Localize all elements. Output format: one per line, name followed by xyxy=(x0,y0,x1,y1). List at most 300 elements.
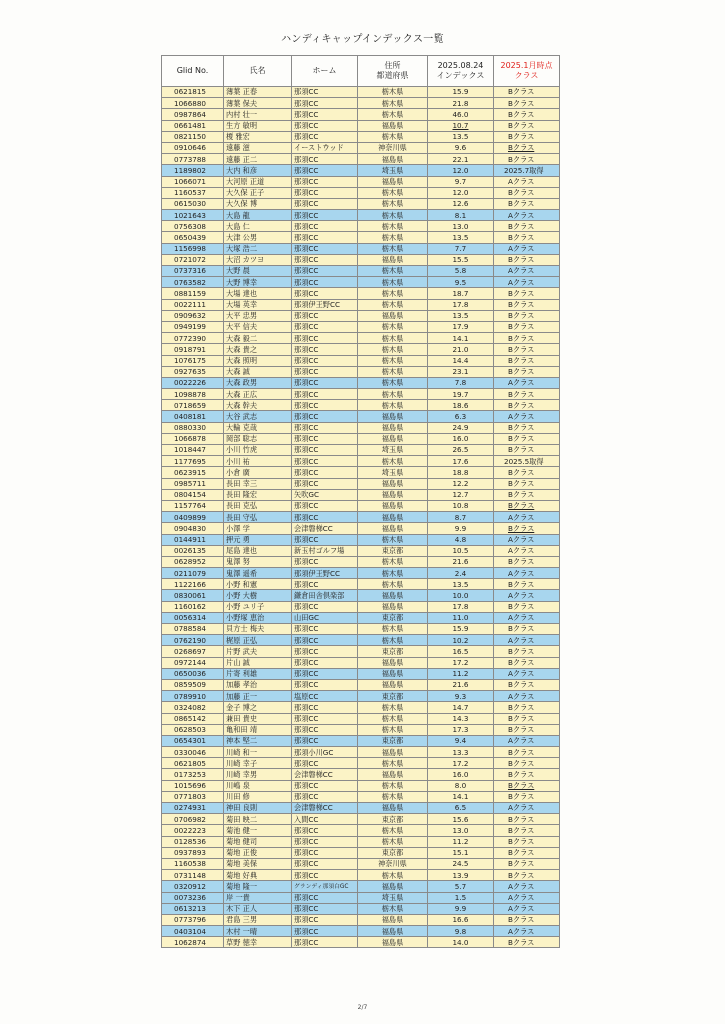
cell-home-text: 那須CC xyxy=(294,333,319,343)
cell-name xyxy=(224,635,292,646)
cell-class xyxy=(494,556,560,567)
cell-glid-no xyxy=(162,825,224,836)
cell-prefecture-text: 東京都 xyxy=(381,646,404,656)
cell-glid-no xyxy=(162,758,224,769)
cell-glid-no-text: 0613213 xyxy=(174,904,207,914)
cell-prefecture xyxy=(358,635,428,646)
cell-home xyxy=(292,266,358,277)
cell-prefecture-text: 埼玉県 xyxy=(381,445,404,455)
cell-name-text: 鬼澤 遥希 xyxy=(226,568,258,578)
cell-name xyxy=(224,187,292,198)
cell-glid-no-text: 0927635 xyxy=(174,367,207,377)
cell-glid-no xyxy=(162,590,224,601)
cell-class-text: Bクラス xyxy=(508,154,535,164)
cell-class-text: Bクラス xyxy=(508,98,535,108)
cell-prefecture xyxy=(358,903,428,914)
cell-home xyxy=(292,389,358,400)
cell-home-text: 那須CC xyxy=(294,713,319,723)
cell-class-text: Bクラス xyxy=(508,121,535,131)
cell-prefecture xyxy=(358,109,428,120)
cell-name xyxy=(224,411,292,422)
cell-prefecture xyxy=(358,333,428,344)
cell-index xyxy=(428,198,494,209)
cell-glid-no xyxy=(162,456,224,467)
cell-class xyxy=(494,679,560,690)
cell-class-text: Bクラス xyxy=(508,848,535,858)
cell-home-text: 那須CC xyxy=(294,467,319,477)
cell-glid-no-text: 0615030 xyxy=(174,199,207,209)
cell-home-text: 那須CC xyxy=(294,848,319,858)
cell-glid-no xyxy=(162,277,224,288)
cell-prefecture xyxy=(358,702,428,713)
cell-prefecture-text: 栃木県 xyxy=(381,713,404,723)
cell-home-text: 那須CC xyxy=(294,98,319,108)
cell-prefecture xyxy=(358,847,428,858)
cell-name xyxy=(224,221,292,232)
cell-index xyxy=(428,545,494,556)
cell-home xyxy=(292,221,358,232)
cell-glid-no xyxy=(162,769,224,780)
header-class xyxy=(494,56,560,87)
cell-class-text: Bクラス xyxy=(508,825,535,835)
cell-class xyxy=(494,422,560,433)
cell-glid-no-text: 0904830 xyxy=(174,523,207,533)
cell-name xyxy=(224,713,292,724)
cell-class-text: Bクラス xyxy=(508,781,535,791)
cell-index xyxy=(428,747,494,758)
cell-prefecture xyxy=(358,892,428,903)
cell-index-text: 22.1 xyxy=(452,154,469,164)
cell-home-text: 那須CC xyxy=(294,680,319,690)
cell-class-text: Aクラス xyxy=(508,244,535,254)
cell-home-text: 会津磐梯CC xyxy=(294,769,333,779)
table-row xyxy=(162,556,560,567)
cell-name xyxy=(224,657,292,668)
cell-index xyxy=(428,858,494,869)
cell-index-text: 26.5 xyxy=(452,445,469,455)
cell-name-text: 川田 修 xyxy=(226,792,250,802)
cell-home xyxy=(292,590,358,601)
cell-home-text: 那須CC xyxy=(294,602,319,612)
cell-name-text: 片山 誠 xyxy=(226,658,250,668)
cell-name xyxy=(224,377,292,388)
cell-home-text: 那須CC xyxy=(294,870,319,880)
cell-class xyxy=(494,903,560,914)
cell-name-text: 貝方士 梅夫 xyxy=(226,624,265,634)
cell-class-text: Aクラス xyxy=(508,546,535,556)
table-row xyxy=(162,601,560,612)
table-row xyxy=(162,657,560,668)
cell-home-text: 那須CC xyxy=(294,132,319,142)
cell-index-text: 13.5 xyxy=(452,579,469,589)
cell-index xyxy=(428,668,494,679)
cell-class-text: Aクラス xyxy=(508,613,535,623)
cell-class xyxy=(494,646,560,657)
cell-glid-no-text: 0654301 xyxy=(174,736,207,746)
cell-class xyxy=(494,870,560,881)
cell-home-text: 那須CC xyxy=(294,255,319,265)
cell-home-text: 那須CC xyxy=(294,669,319,679)
cell-prefecture xyxy=(358,187,428,198)
cell-index-text: 17.8 xyxy=(452,602,469,612)
table-row xyxy=(162,926,560,937)
cell-home xyxy=(292,142,358,153)
cell-home xyxy=(292,433,358,444)
cell-glid-no xyxy=(162,601,224,612)
cell-glid-no xyxy=(162,445,224,456)
cell-glid-no xyxy=(162,176,224,187)
cell-prefecture xyxy=(358,803,428,814)
cell-index-text: 7.8 xyxy=(454,378,467,388)
cell-prefecture xyxy=(358,355,428,366)
cell-class xyxy=(494,892,560,903)
cell-prefecture-text: 栃木県 xyxy=(381,266,404,276)
table-row xyxy=(162,523,560,534)
cell-glid-no-text: 1160538 xyxy=(174,859,207,869)
table-row xyxy=(162,422,560,433)
cell-prefecture xyxy=(358,198,428,209)
cell-glid-no-text: 0789910 xyxy=(174,691,207,701)
cell-class xyxy=(494,411,560,422)
cell-glid-no xyxy=(162,635,224,646)
cell-index xyxy=(428,937,494,948)
cell-index-text: 14.1 xyxy=(452,792,469,802)
cell-class xyxy=(494,389,560,400)
cell-class xyxy=(494,489,560,500)
cell-index-text: 9.7 xyxy=(454,176,467,186)
cell-index-text: 13.5 xyxy=(452,311,469,321)
cell-glid-no-text: 1062874 xyxy=(174,937,207,947)
cell-name-text: 大場 英幸 xyxy=(226,300,258,310)
cell-index xyxy=(428,131,494,142)
cell-index-text: 9.9 xyxy=(454,904,467,914)
cell-prefecture-text: 東京都 xyxy=(381,691,404,701)
cell-name-text: 大沼 カツヨ xyxy=(226,255,265,265)
cell-index xyxy=(428,735,494,746)
cell-name xyxy=(224,109,292,120)
cell-name-text: 小川 祐 xyxy=(226,456,250,466)
cell-home-text: 那須CC xyxy=(294,825,319,835)
cell-name xyxy=(224,579,292,590)
cell-home-text: 那須CC xyxy=(294,176,319,186)
cell-glid-no-text: 0949199 xyxy=(174,322,207,332)
cell-home xyxy=(292,87,358,98)
cell-home xyxy=(292,579,358,590)
cell-class xyxy=(494,478,560,489)
cell-prefecture xyxy=(358,366,428,377)
cell-glid-no-text: 0756308 xyxy=(174,221,207,231)
cell-class-text: Aクラス xyxy=(508,411,535,421)
cell-glid-no xyxy=(162,254,224,265)
table-row xyxy=(162,254,560,265)
table-row xyxy=(162,389,560,400)
cell-prefecture xyxy=(358,176,428,187)
cell-glid-no xyxy=(162,914,224,925)
cell-home-text: 那須CC xyxy=(294,378,319,388)
cell-home xyxy=(292,445,358,456)
cell-index xyxy=(428,321,494,332)
cell-glid-no-text: 0788584 xyxy=(174,624,207,634)
cell-class xyxy=(494,523,560,534)
cell-prefecture xyxy=(358,590,428,601)
cell-glid-no-text: 0881159 xyxy=(174,288,207,298)
cell-class xyxy=(494,210,560,221)
cell-prefecture-text: 東京都 xyxy=(381,736,404,746)
cell-home-text: 那須CC xyxy=(294,635,319,645)
cell-name-text: 神本 堅二 xyxy=(226,736,258,746)
cell-home xyxy=(292,198,358,209)
cell-class xyxy=(494,825,560,836)
cell-index xyxy=(428,433,494,444)
cell-index-text: 13.9 xyxy=(452,870,469,880)
table-row xyxy=(162,937,560,948)
cell-prefecture-text: 神奈川県 xyxy=(378,143,407,153)
cell-home xyxy=(292,478,358,489)
cell-class-text: Bクラス xyxy=(508,400,535,410)
cell-index-text: 21.8 xyxy=(452,98,469,108)
cell-name-text: 大島 仁 xyxy=(226,221,250,231)
cell-name xyxy=(224,903,292,914)
cell-index xyxy=(428,646,494,657)
cell-class-text: Aクラス xyxy=(508,568,535,578)
cell-home-text: 那須CC xyxy=(294,557,319,567)
cell-index xyxy=(428,478,494,489)
cell-glid-no xyxy=(162,937,224,948)
cell-index-text: 8.0 xyxy=(454,781,467,791)
cell-home-text: 那須伊王野CC xyxy=(294,568,340,578)
cell-glid-no-text: 0706982 xyxy=(174,814,207,824)
cell-index-text: 21.6 xyxy=(452,680,469,690)
cell-name xyxy=(224,433,292,444)
cell-class xyxy=(494,221,560,232)
cell-glid-no xyxy=(162,926,224,937)
cell-prefecture-text: 栃木県 xyxy=(381,870,404,880)
cell-glid-no xyxy=(162,847,224,858)
cell-prefecture-text: 栃木県 xyxy=(381,244,404,254)
cell-prefecture xyxy=(358,467,428,478)
cell-prefecture xyxy=(358,747,428,758)
cell-index-text: 24.9 xyxy=(452,423,469,433)
cell-index-text: 15.6 xyxy=(452,814,469,824)
cell-glid-no-text: 0773788 xyxy=(174,154,207,164)
cell-prefecture xyxy=(358,579,428,590)
header-prefecture-line1: 住所 xyxy=(384,61,401,70)
cell-home xyxy=(292,523,358,534)
cell-index-text: 12.6 xyxy=(452,199,469,209)
cell-index xyxy=(428,523,494,534)
cell-name-text: 大塚 浩二 xyxy=(226,244,258,254)
cell-home xyxy=(292,881,358,892)
cell-glid-no xyxy=(162,131,224,142)
page-number: 2/7 xyxy=(357,1004,368,1011)
cell-index xyxy=(428,691,494,702)
cell-prefecture-text: 栃木県 xyxy=(381,904,404,914)
cell-glid-no-text: 0918791 xyxy=(174,344,207,354)
cell-index xyxy=(428,299,494,310)
cell-index-text: 5.7 xyxy=(454,881,467,891)
cell-class xyxy=(494,467,560,478)
table-body xyxy=(162,87,560,948)
cell-prefecture-text: 栃木県 xyxy=(381,781,404,791)
table-row xyxy=(162,780,560,791)
cell-name-text: 神田 良則 xyxy=(226,803,258,813)
cell-class xyxy=(494,321,560,332)
cell-index-text: 16.5 xyxy=(452,646,469,656)
cell-glid-no-text: 0650036 xyxy=(174,669,207,679)
cell-index xyxy=(428,926,494,937)
cell-glid-no xyxy=(162,780,224,791)
cell-glid-no xyxy=(162,321,224,332)
cell-prefecture xyxy=(358,612,428,623)
cell-glid-no-text: 1177695 xyxy=(174,456,207,466)
table-row xyxy=(162,568,560,579)
cell-class-text: Aクラス xyxy=(508,926,535,936)
cell-index xyxy=(428,892,494,903)
cell-glid-no-text: 0865142 xyxy=(174,713,207,723)
cell-glid-no xyxy=(162,288,224,299)
cell-name-text: 大森 誠 xyxy=(226,367,250,377)
cell-name-text: 大野 博幸 xyxy=(226,277,258,287)
cell-class xyxy=(494,445,560,456)
cell-name-text: 大津 公男 xyxy=(226,232,258,242)
cell-glid-no-text: 0763582 xyxy=(174,277,207,287)
cell-glid-no-text: 0830061 xyxy=(174,590,207,600)
cell-home-text: 新玉村ゴルフ場 xyxy=(294,546,345,556)
cell-name-text: 片寄 利雄 xyxy=(226,669,258,679)
cell-prefecture xyxy=(358,243,428,254)
cell-name-text: 大河原 正道 xyxy=(226,176,265,186)
cell-index-text: 9.4 xyxy=(454,736,467,746)
cell-name-text: 梶原 正弘 xyxy=(226,635,258,645)
cell-home-text: 会津磐梯CC xyxy=(294,523,333,533)
table-row xyxy=(162,612,560,623)
cell-name xyxy=(224,333,292,344)
cell-index xyxy=(428,612,494,623)
table-row xyxy=(162,131,560,142)
cell-prefecture xyxy=(358,445,428,456)
cell-prefecture xyxy=(358,142,428,153)
cell-index xyxy=(428,333,494,344)
cell-class xyxy=(494,937,560,948)
cell-class-text: Bクラス xyxy=(508,792,535,802)
cell-name xyxy=(224,288,292,299)
cell-glid-no xyxy=(162,433,224,444)
cell-glid-no-text: 0173253 xyxy=(174,769,207,779)
cell-glid-no xyxy=(162,646,224,657)
cell-name-text: 木下 正人 xyxy=(226,904,258,914)
cell-home xyxy=(292,780,358,791)
cell-class-text: Bクラス xyxy=(508,870,535,880)
table-row xyxy=(162,590,560,601)
cell-index xyxy=(428,568,494,579)
cell-index-text: 46.0 xyxy=(452,109,469,119)
cell-index xyxy=(428,165,494,176)
cell-prefecture xyxy=(358,825,428,836)
cell-prefecture-text: 福島県 xyxy=(381,669,404,679)
cell-index xyxy=(428,120,494,131)
cell-home xyxy=(292,847,358,858)
cell-glid-no xyxy=(162,142,224,153)
cell-index xyxy=(428,344,494,355)
cell-prefecture-text: 福島県 xyxy=(381,121,404,131)
cell-glid-no xyxy=(162,803,224,814)
cell-class xyxy=(494,433,560,444)
cell-prefecture-text: 栃木県 xyxy=(381,792,404,802)
cell-prefecture xyxy=(358,131,428,142)
cell-name xyxy=(224,836,292,847)
cell-name xyxy=(224,277,292,288)
cell-name xyxy=(224,601,292,612)
header-index-line1: 2025.08.24 xyxy=(437,61,484,70)
cell-home-text: 那須CC xyxy=(294,367,319,377)
cell-name-text: 鬼澤 努 xyxy=(226,557,250,567)
cell-prefecture-text: 栃木県 xyxy=(381,109,404,119)
cell-name xyxy=(224,791,292,802)
cell-class-text: Bクラス xyxy=(508,658,535,668)
cell-home xyxy=(292,210,358,221)
cell-name xyxy=(224,310,292,321)
cell-class-text: Bクラス xyxy=(508,501,535,511)
cell-prefecture xyxy=(358,377,428,388)
cell-name-text: 川崎 幸子 xyxy=(226,758,258,768)
cell-class-text: Aクラス xyxy=(508,590,535,600)
cell-index-text: 13.5 xyxy=(452,132,469,142)
cell-glid-no-text: 1122166 xyxy=(174,579,207,589)
cell-home-text: 那須CC xyxy=(294,311,319,321)
cell-name-text: 長田 隆宏 xyxy=(226,490,258,500)
cell-prefecture-text: 栃木県 xyxy=(381,277,404,287)
cell-prefecture-text: 福島県 xyxy=(381,590,404,600)
cell-glid-no xyxy=(162,344,224,355)
cell-prefecture-text: 福島県 xyxy=(381,154,404,164)
cell-class-text: Bクラス xyxy=(508,859,535,869)
cell-home-text: 那須CC xyxy=(294,109,319,119)
table-row xyxy=(162,825,560,836)
cell-prefecture xyxy=(358,523,428,534)
cell-home xyxy=(292,411,358,422)
cell-index-text: 13.0 xyxy=(452,825,469,835)
cell-index xyxy=(428,803,494,814)
cell-index xyxy=(428,277,494,288)
cell-glid-no-text: 0274931 xyxy=(174,803,207,813)
table-row xyxy=(162,489,560,500)
cell-home-text: 那須CC xyxy=(294,199,319,209)
table-row xyxy=(162,142,560,153)
table-row xyxy=(162,836,560,847)
cell-prefecture xyxy=(358,758,428,769)
cell-index xyxy=(428,210,494,221)
cell-class-text: Bクラス xyxy=(508,747,535,757)
cell-prefecture-text: 栃木県 xyxy=(381,98,404,108)
cell-class xyxy=(494,791,560,802)
cell-home-text: 那須CC xyxy=(294,781,319,791)
cell-name-text: 大場 達也 xyxy=(226,288,258,298)
cell-name-text: 大森 正広 xyxy=(226,389,258,399)
cell-home xyxy=(292,870,358,881)
cell-home-text: 那須CC xyxy=(294,479,319,489)
cell-class xyxy=(494,131,560,142)
cell-name-text: 大野 晨 xyxy=(226,266,250,276)
cell-home xyxy=(292,176,358,187)
cell-prefecture xyxy=(358,691,428,702)
table-row xyxy=(162,858,560,869)
cell-class-text: Bクラス xyxy=(508,702,535,712)
cell-home-text: 那須CC xyxy=(294,244,319,254)
cell-prefecture xyxy=(358,791,428,802)
cell-name-text: 小野塚 恵治 xyxy=(226,613,265,623)
cell-index xyxy=(428,422,494,433)
cell-name-text: 薄葉 正春 xyxy=(226,87,258,97)
